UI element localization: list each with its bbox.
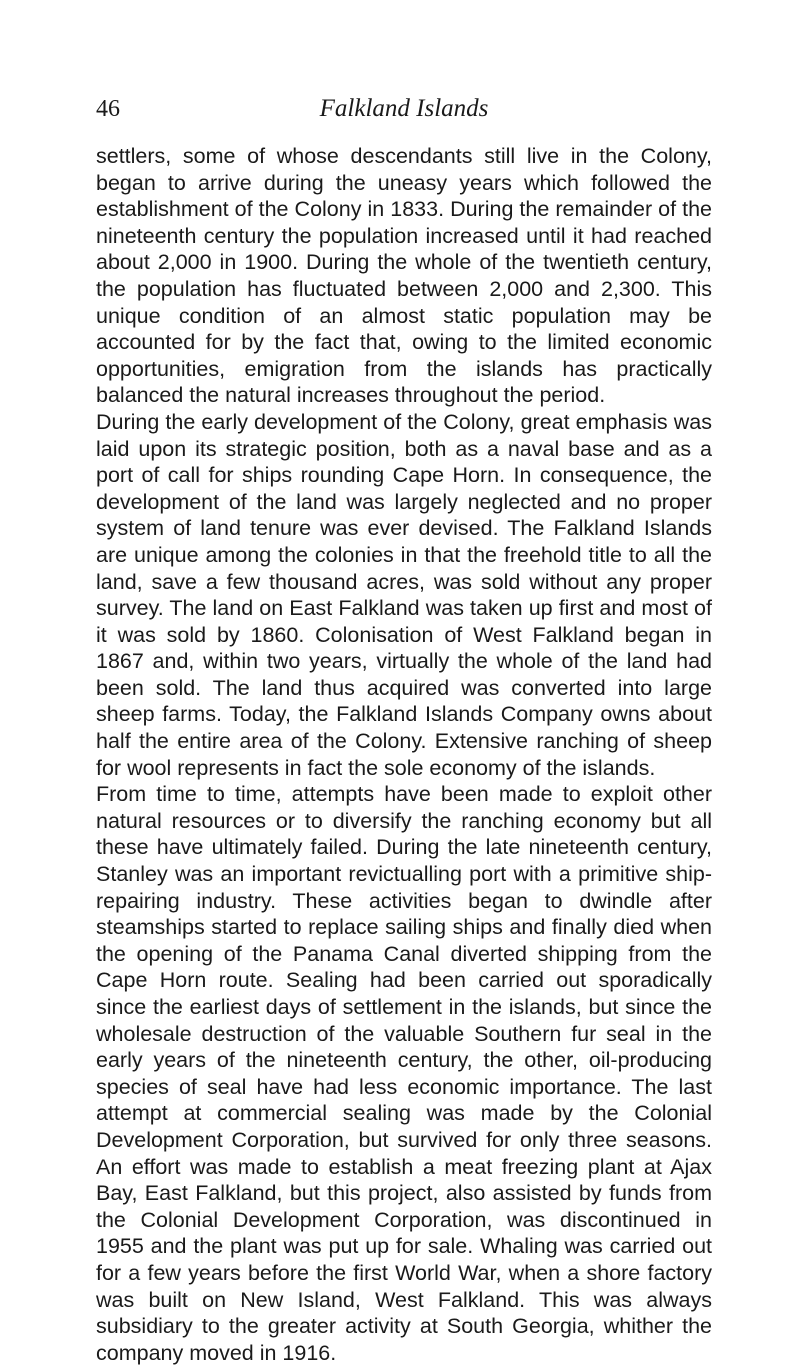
body-text [96, 143, 712, 1366]
page-number: 46 [96, 96, 120, 122]
paragraph-economy-attempts: From time to time, attempts have been made to exploit other natural resources or to diversify the ranching economy but all these have ultimately failed. During the late nineteenth century, Stanley was an important revictualling port with a primitive ship-repairing industry. These activities began to dwindle after steamships started to replace sailing ships and finally died when the opening of the Panama Canal diverted shipping from the Cape Horn route. Sealing had been carried out sporadically since the earliest days of settlement in the islands, but since the wholesale destruction of the valuable Southern fur seal in the early years of the nineteenth century, the other, oil-producing species of seal have had less economic importance. The last attempt at commercial sealing was made by the Colonial Development Corporation, but survived for only three seasons. An effort was made to establish a meat freezing plant at Ajax Bay, East Falkland, but this project, also assisted by funds from the Colonial Development Corporation, was discontinued in 1955 and the plant was put up for sale. Whaling was carried out for a few years before the first World War, when a shore factory was built on New Island, West Falkland. This was always subsidiary to the greater activity at South Georgia, whither the company moved in 1916. [96, 782, 712, 1365]
book-title: Falkland Islands [319, 95, 489, 122]
running-header [96, 94, 712, 128]
paragraph-population: settlers, some of whose descendants still live in the Colony, began to arrive during the uneasy years which followed the establishment of the Colony in 1833. During the remainder of the nineteenth century the population increased until it had reached about 2,000 in 1900. During the whole of the twentieth century, the population has fluctuated between 2,000 and 2,300. This unique condition of an almost static population may be accounted for by the fact that, owing to the limited economic opportunities, emigration from the islands has practically balanced the natural increases throughout the period. [96, 144, 712, 408]
paragraph-land-tenure: During the early development of the Colony, great emphasis was laid upon its strategic position, both as a naval base and as a port of call for ships rounding Cape Horn. In consequence, the development of the land was largely neglected and no proper system of land tenure was ever devised. The Falkland Islands are unique among the colonies in that the freehold title to all the land, save a few thousand acres, was sold without any proper survey. The land on East Falkland was taken up first and most of it was sold by 1860. Colonisation of West Falkland began in 1867 and, within two years, virtually the whole of the land had been sold. The land thus acquired was converted into large sheep farms. Today, the Falkland Islands Company owns about half the entire area of the Colony. Extensive ranching of sheep for wool represents in fact the sole economy of the islands. [96, 409, 712, 780]
